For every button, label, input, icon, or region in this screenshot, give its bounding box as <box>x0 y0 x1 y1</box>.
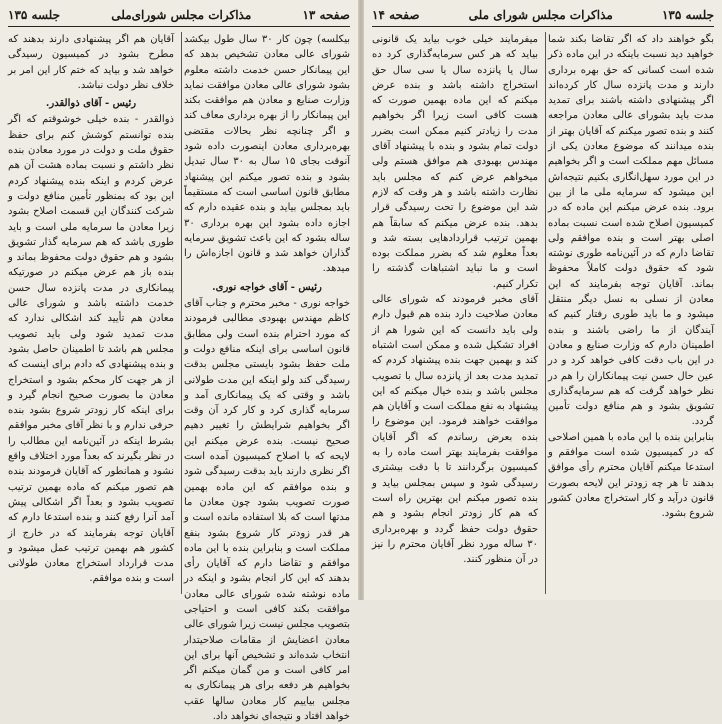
column-divider <box>181 32 182 594</box>
text-paragraph: میفرمایند خیلی خوب بیاید یک قانونی بیاید که هر کس سرمایه‌گذاری کرد ده سال یا پانزده سال یا سی سال حق استخراج داشته باشد و بنده عرض میکنم که این ماده بهمین صورت که هست کافی است زیرا اگر بخواهیم مدت را زیادتر کنیم ممکن است بضرر دولت تمام بشود و بنده با پیشنهاد آقای مهندس بهبودی هم موافق هستم ولی میخواهم عرض کنم که مجلس باید نظارت داشته باشد و هر وقت که لازم شد این موضوع را تحت رسیدگی قرار بدهد. بنده عرض میکنم که سابقاً هم بهمین ترتیب قراردادهایی بسته شد و بعداً معلوم شد که بضرر مملکت بوده است و ما نباید اشتباهات گذشته را تکرار کنیم. <box>372 34 538 290</box>
column-divider <box>545 32 546 594</box>
right-page-number: صفحه ۱۴ <box>372 8 420 22</box>
right-page-session: جلسه ۱۳۵ <box>661 8 714 22</box>
text-paragraph: بنابراین بنده با این ماده با همین اصلاحی که در کمیسیون شده است موافقم و استدعا میکنم آقایان محترم رأی موافق بدهند تا هر چه زودتر این لایحه بصورت قانون درآید و کار استخراج معادن کشور شروع بشود. <box>548 431 714 520</box>
left-page-session: جلسه ۱۳۵ <box>8 8 61 22</box>
text-paragraph: آقایان هم اگر پیشنهادی دارند بدهند که مطرح بشود در کمیسیون رسیدگی خواهد شد و بیاید که ختم کار این امر بر خلاف نظر دولت نباشد. <box>8 34 174 91</box>
left-page-number: صفحه ۱۳ <box>302 8 350 22</box>
text-paragraph: بیکلسه) چون کار ۳۰ سال طول بیکشد شورای عالی معادن تشخیص بدهد که این پیمانکار حسن خدمت داشته معلوم بشود شورای عالی معادن موافقت نماید وزارت صنایع و معادن هم موافقت بکند این پیمانکار را از بهره برداری معاف کند و اگر چنانچه نظر بحالات مقتضی بهره‌برداری معادن اینصورت داده شود آنوقت بجای ۱۵ سال به ۳۰ سال تبدیل بشود و بنده تصور میکنم این پیشنهاد مطابق قانون اساسی است که مستقیماً باید بمجلس بیاید و بنده عقیده دارم که اجازه داده بشود این بهره برداری ۳۰ ساله بشود که این باعث تشویق سرمایه گذاران خواهد شد و قانون اجازه‌اش را میدهد. <box>184 34 351 275</box>
right-page-header <box>372 4 714 27</box>
left-page-header <box>8 4 350 27</box>
right-page <box>364 0 722 600</box>
right-page-title: مذاکرات مجلس شورای ملی <box>468 8 613 22</box>
left-page-right-column <box>184 32 351 723</box>
text-paragraph: خواجه نوری - مخبر محترم و جناب آقای کاظم مهندس بهبودی مطالبی فرمودند که مورد احترام بنده است ولی مطابق قانون اساسی برای اینکه منافع دولت و ملت حفظ بشود بایستی مجلس بدقت رسیدگی کند ولو اینکه این مدت طولانی باشد و وقتی که یک پیمانکاری آمد و سرمایه گذاری کرد و کار کرد آن وقت اگر بخواهیم شرایطش را تغییر دهیم صحیح نیست. بنده عرض میکنم این لایحه که با اصلاح کمیسیون آمده است اگر نظری دارند باید بدقت رسیدگی شود و بنده موافقم که این ماده بهمین صورت تصویب بشود چون معادن ما مدتها است که بلا استفاده مانده است و هر قدر زودتر کار شروع بشود بنفع مملکت است و بنابراین بنده با این ماده موافقم و تقاضا دارم که آقایان رأی بدهند که این کار انجام بشود و اینکه در ماده نوشته شده شورای عالی معادن موافقت بکند کافی است و احتیاجی بتصویب مجلس نیست زیرا شورای عالی معادن اعضایش از مقامات صلاحیتدار انتخاب شده‌اند و تشخیص آنها برای این امر کافی است و من گمان میکنم اگر بخواهیم هر دفعه برای هر پیمانکاری به مجلس بیاییم کار معادن سالها عقب خواهد افتاد و نتیجه‌ای نخواهد داد. <box>184 298 350 723</box>
left-page-left-column <box>8 32 174 594</box>
speaker-name: رئیس - آقای ذوالقدر. <box>45 98 137 110</box>
text-paragraph: آقای مخبر فرمودند که شورای عالی معادن صلاحیت دارد بنده هم قبول دارم ولی باید دانست که این شورا هم از افراد تشکیل شده و ممکن است اشتباه کند و بهمین جهت بنده پیشنهاد کردم که تمدید مدت بعد از پانزده سال با تصویب مجلس باشد و بنده خیال میکنم که این پیشنهاد به نفع مملکت است و آقایان هم موافقت خواهند فرمود. این موضوع را بنده بعرض رساندم که اگر آقایان موافقت بفرمایند بهتر است ماده را به کمیسیون برگردانند تا با دقت بیشتری رسیدگی شود و سپس بمجلس بیاید و بنده تصور میکنم این بهترین راه است که هم کار زودتر انجام بشود و هم حقوق دولت حفظ گردد و بهره‌برداری ۳۰ ساله مورد نظر آقایان محترم را نیز در آن منظور کنند. <box>372 294 538 566</box>
left-page-title: مذاکرات مجلس شورای‌ملی <box>111 8 252 22</box>
text-paragraph: ذوالقدر - بنده خیلی خوشوقتم که اگر بنده توانستم کوشش کنم برای حفظ حقوق ملت و دولت در مورد معادن بنده نظر داشتم و نسبت بماده هشت آن هم عرض کردم و اینکه بنده پیشنهاد کردم این بود که بمنظور تأمین منافع دولت و شرکت کنندگان این قسمت اصلاح بشود زیرا معادن ما سرمایه ملی است و باید طوری باشد که هم سرمایه گذار تشویق بشود و هم حقوق دولت محفوظ بماند و بنده باز هم عرض میکنم در صورتیکه پیمانکاری در مدت پانزده سال حسن خدمت داشته باشد و شورای عالی معادن هم تأیید کند اشکالی ندارد که مدت تمدید شود ولی باید تصویب مجلس هم باشد تا اطمینان حاصل بشود و بنده پیشنهادی که دادم برای اینست که از هر جهت کار محکم بشود و استخراج معادن ما بصورت صحیح انجام گیرد و برای اینکه کار زودتر شروع بشود بنده حرفی ندارم و با نظر آقای مخبر موافقم بشرط اینکه در آئین‌نامه این مطالب را در نظر بگیرند که بعداً مورد اختلاف واقع نشود و همانطور که آقایان فرمودند بنده هم تصور میکنم که ماده بهمین ترتیب تصویب بشود و بعداً اگر اشکالی پیش آمد آنرا رفع کنند و بنده استدعا دارم که آقایان توجه بفرمایند که در خارج از کشور هم بهمین ترتیب عمل میشود و مدت قرارداد استخراج معادن طولانی است و بنده موافقم. <box>8 114 174 585</box>
speaker-name: رئیس - آقای خواجه نوری. <box>212 281 322 293</box>
right-page-right-column <box>548 32 714 594</box>
right-page-left-column <box>372 32 538 594</box>
left-page <box>0 0 358 723</box>
text-paragraph: بگو خواهند داد که اگر تقاضا بکند شما خواهید دید نسبت باینکه در این ماده ذکر شده است کسانی که حق بهره برداری دارند و مدت پانزده سال کار کرده‌اند اگر پیشنهادی داشته باشند برای تمدید مدت باید بشورای عالی معادن مراجعه کنند و بنده تصور میکنم که آقایان بهتر از بنده میدانند که موضوع معادن یکی از مسائل مهم مملکت است و اگر بخواهیم در این مورد سهل‌انگاری بکنیم نتیجه‌اش این میشود که سرمایه ملی ما از بین برود. بنده عرض میکنم این ماده که در کمیسیون اصلاح شده است نسبت بماده اصلی بهتر است و بنده موافقم ولی تقاضا دارم که در آئین‌نامه طوری نوشته شود که حقوق دولت کاملاً محفوظ بماند. آقایان توجه بفرمایند که این معادن از نسلی به نسل دیگر منتقل میشود و ما باید طوری رفتار کنیم که آیندگان از ما راضی باشند و بنده اطمینان دارم که وزارت صنایع و معادن در این باب دقت کافی خواهد کرد و در عین حال حسن نیت پیمانکاران را هم در نظر خواهد گرفت که هم سرمایه‌گذاری تشویق بشود و هم منافع دولت تأمین گردد. <box>548 34 714 428</box>
